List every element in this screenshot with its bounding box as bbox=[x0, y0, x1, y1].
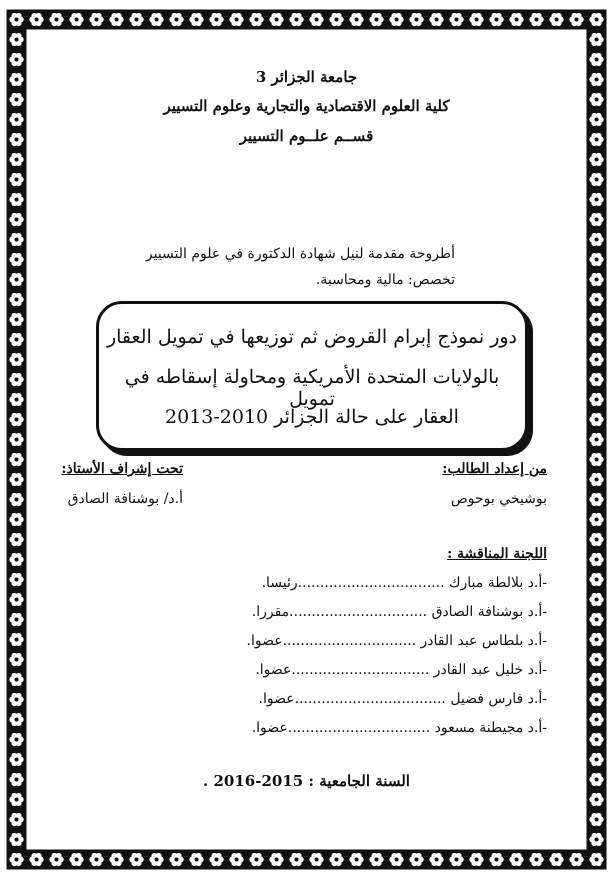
border-flower-ornament bbox=[427, 850, 447, 870]
academic-year: السنة الجامعية : 2015-2016 . bbox=[203, 772, 410, 790]
border-flower-ornament bbox=[567, 850, 587, 870]
border-flower-ornament bbox=[587, 390, 607, 410]
border-flower-ornament bbox=[447, 850, 467, 870]
border-flower-ornament bbox=[27, 10, 47, 30]
border-flower-ornament bbox=[547, 850, 567, 870]
border-flower-ornament bbox=[7, 290, 27, 310]
border-flower-ornament bbox=[7, 190, 27, 210]
border-flower-ornament bbox=[7, 30, 27, 50]
border-flower-ornament bbox=[7, 490, 27, 510]
border-flower-ornament bbox=[327, 10, 347, 30]
border-flower-ornament bbox=[387, 850, 407, 870]
border-flower-ornament bbox=[547, 10, 567, 30]
title-line-3: العقار على حالة الجزائر 2010-2013 bbox=[165, 406, 459, 428]
border-flower-ornament bbox=[7, 430, 27, 450]
border-flower-ornament bbox=[527, 10, 547, 30]
border-flower-ornament bbox=[587, 310, 607, 330]
border-flower-ornament bbox=[447, 10, 467, 30]
border-flower-ornament bbox=[307, 10, 327, 30]
border-flower-ornament bbox=[587, 410, 607, 430]
border-flower-ornament bbox=[527, 850, 547, 870]
border-flower-ornament bbox=[367, 10, 387, 30]
border-flower-ornament bbox=[207, 10, 227, 30]
border-flower-ornament bbox=[7, 650, 27, 670]
border-flower-ornament bbox=[587, 230, 607, 250]
border-flower-ornament bbox=[7, 590, 27, 610]
border-flower-ornament bbox=[7, 230, 27, 250]
border-flower-ornament bbox=[587, 670, 607, 690]
border-flower-ornament bbox=[347, 850, 367, 870]
border-flower-ornament bbox=[347, 10, 367, 30]
border-flower-ornament bbox=[587, 170, 607, 190]
border-flower-ornament bbox=[587, 790, 607, 810]
border-flower-ornament bbox=[407, 850, 427, 870]
border-flower-ornament bbox=[587, 830, 607, 850]
border-flower-ornament bbox=[187, 10, 207, 30]
border-flower-ornament bbox=[147, 10, 167, 30]
border-flower-ornament bbox=[427, 10, 447, 30]
border-flower-ornament bbox=[327, 850, 347, 870]
border-flower-ornament bbox=[587, 210, 607, 230]
border-flower-ornament bbox=[47, 10, 67, 30]
border-flower-ornament bbox=[287, 10, 307, 30]
border-flower-ornament bbox=[7, 10, 27, 30]
border-flower-ornament bbox=[407, 10, 427, 30]
border-flower-ornament bbox=[247, 850, 267, 870]
border-flower-ornament bbox=[287, 850, 307, 870]
border-flower-ornament bbox=[107, 10, 127, 30]
border-flower-ornament bbox=[7, 750, 27, 770]
border-flower-ornament bbox=[127, 850, 147, 870]
committee-member: -أ.د بلالطة مبارك .................................رئيسا. bbox=[261, 575, 547, 591]
border-flower-ornament bbox=[587, 10, 607, 30]
border-flower-ornament bbox=[587, 270, 607, 290]
border-flower-ornament bbox=[507, 850, 527, 870]
border-flower-ornament bbox=[587, 470, 607, 490]
border-flower-ornament bbox=[7, 570, 27, 590]
committee-member: -أ.د فارس فضيل ..................................عضوا. bbox=[258, 691, 547, 707]
border-flower-ornament bbox=[587, 610, 607, 630]
title-line-2: بالولايات المتحدة الأمريكية ومحاولة إسقاطه في تمويل bbox=[124, 366, 500, 410]
border-flower-ornament bbox=[587, 650, 607, 670]
border-flower-ornament bbox=[7, 450, 27, 470]
border-flower-ornament bbox=[7, 670, 27, 690]
title-line-1: دور نموذج إبرام القروض ثم توزيعها في تمويل العقار bbox=[106, 326, 518, 348]
committee-label: اللجنة المناقشة : bbox=[447, 546, 547, 562]
border-flower-ornament bbox=[7, 350, 27, 370]
border-flower-ornament bbox=[7, 810, 27, 830]
border-flower-ornament bbox=[7, 330, 27, 350]
border-flower-ornament bbox=[587, 330, 607, 350]
border-flower-ornament bbox=[27, 850, 47, 870]
border-flower-ornament bbox=[587, 290, 607, 310]
department-name: قســم علــوم التسيير bbox=[239, 127, 374, 145]
border-flower-ornament bbox=[7, 270, 27, 290]
border-flower-ornament bbox=[147, 850, 167, 870]
border-flower-ornament bbox=[47, 850, 67, 870]
border-flower-ornament bbox=[587, 510, 607, 530]
border-flower-ornament bbox=[7, 790, 27, 810]
border-flower-ornament bbox=[127, 10, 147, 30]
border-flower-ornament bbox=[207, 850, 227, 870]
committee-member: -أ.د بلطاس عبد القادر ..............................عضوا. bbox=[246, 633, 547, 649]
border-flower-ornament bbox=[67, 850, 87, 870]
border-flower-ornament bbox=[247, 10, 267, 30]
committee-member: -أ.د بوشنافة الصادق ...............................مقررا. bbox=[251, 604, 547, 620]
border-flower-ornament bbox=[7, 50, 27, 70]
border-flower-ornament bbox=[7, 850, 27, 870]
border-flower-ornament bbox=[467, 850, 487, 870]
border-flower-ornament bbox=[587, 30, 607, 50]
committee-member: -أ.د خليل عبد القادر ...............................عضوا. bbox=[255, 662, 547, 678]
border-flower-ornament bbox=[167, 10, 187, 30]
border-flower-ornament bbox=[507, 10, 527, 30]
border-flower-ornament bbox=[587, 590, 607, 610]
thesis-specialty: تخصص: مالية ومحاسبة. bbox=[315, 272, 455, 288]
border-flower-ornament bbox=[7, 250, 27, 270]
border-flower-ornament bbox=[307, 850, 327, 870]
supervisor-name: أ.د/ بوشنافة الصادق bbox=[67, 491, 183, 507]
border-flower-ornament bbox=[587, 630, 607, 650]
border-flower-ornament bbox=[7, 690, 27, 710]
border-flower-ornament bbox=[7, 210, 27, 230]
border-flower-ornament bbox=[87, 10, 107, 30]
committee-member: -أ.د مجيطنة مسعود ................................عضوا. bbox=[251, 720, 547, 736]
border-flower-ornament bbox=[587, 450, 607, 470]
border-flower-ornament bbox=[587, 550, 607, 570]
border-flower-ornament bbox=[587, 730, 607, 750]
border-flower-ornament bbox=[7, 510, 27, 530]
border-flower-ornament bbox=[7, 150, 27, 170]
border-flower-ornament bbox=[587, 750, 607, 770]
border-flower-ornament bbox=[107, 850, 127, 870]
border-flower-ornament bbox=[587, 570, 607, 590]
border-flower-ornament bbox=[7, 550, 27, 570]
border-flower-ornament bbox=[587, 710, 607, 730]
border-flower-ornament bbox=[587, 810, 607, 830]
border-flower-ornament bbox=[67, 10, 87, 30]
thesis-title-box bbox=[96, 301, 528, 451]
border-flower-ornament bbox=[267, 850, 287, 870]
border-flower-ornament bbox=[7, 630, 27, 650]
supervisor-label: تحت إشراف الأستاذ: bbox=[61, 461, 183, 477]
border-flower-ornament bbox=[167, 850, 187, 870]
border-flower-ornament bbox=[7, 170, 27, 190]
border-flower-ornament bbox=[387, 10, 407, 30]
border-flower-ornament bbox=[7, 470, 27, 490]
border-flower-ornament bbox=[587, 150, 607, 170]
faculty-name: كلية العلوم الاقتصادية والتجارية وعلوم التسيير bbox=[163, 97, 450, 115]
border-flower-ornament bbox=[587, 190, 607, 210]
border-flower-ornament bbox=[227, 850, 247, 870]
border-flower-ornament bbox=[367, 850, 387, 870]
border-flower-ornament bbox=[7, 830, 27, 850]
border-flower-ornament bbox=[467, 10, 487, 30]
border-flower-ornament bbox=[587, 530, 607, 550]
student-name: بوشيخي بوحوص bbox=[450, 491, 547, 507]
border-flower-ornament bbox=[587, 350, 607, 370]
student-label: من إعداد الطالب: bbox=[442, 461, 547, 477]
border-flower-ornament bbox=[587, 690, 607, 710]
thesis-description: أطروحة مقدمة لنيل شهادة الدكتورة في علوم التسيير bbox=[145, 246, 455, 262]
border-flower-ornament bbox=[587, 370, 607, 390]
border-flower-ornament bbox=[87, 850, 107, 870]
border-flower-ornament bbox=[7, 530, 27, 550]
border-flower-ornament bbox=[7, 310, 27, 330]
border-flower-ornament bbox=[7, 410, 27, 430]
border-flower-ornament bbox=[587, 430, 607, 450]
border-flower-ornament bbox=[587, 50, 607, 70]
border-flower-ornament bbox=[587, 250, 607, 270]
border-flower-ornament bbox=[7, 710, 27, 730]
border-flower-ornament bbox=[587, 490, 607, 510]
border-flower-ornament bbox=[587, 850, 607, 870]
border-flower-ornament bbox=[7, 730, 27, 750]
university-name: جامعة الجزائر 3 bbox=[255, 68, 358, 86]
border-flower-ornament bbox=[487, 850, 507, 870]
border-flower-ornament bbox=[7, 390, 27, 410]
border-flower-ornament bbox=[187, 850, 207, 870]
border-flower-ornament bbox=[487, 10, 507, 30]
border-flower-ornament bbox=[7, 370, 27, 390]
border-flower-ornament bbox=[7, 610, 27, 630]
border-flower-ornament bbox=[567, 10, 587, 30]
border-flower-ornament bbox=[267, 10, 287, 30]
border-flower-ornament bbox=[227, 10, 247, 30]
